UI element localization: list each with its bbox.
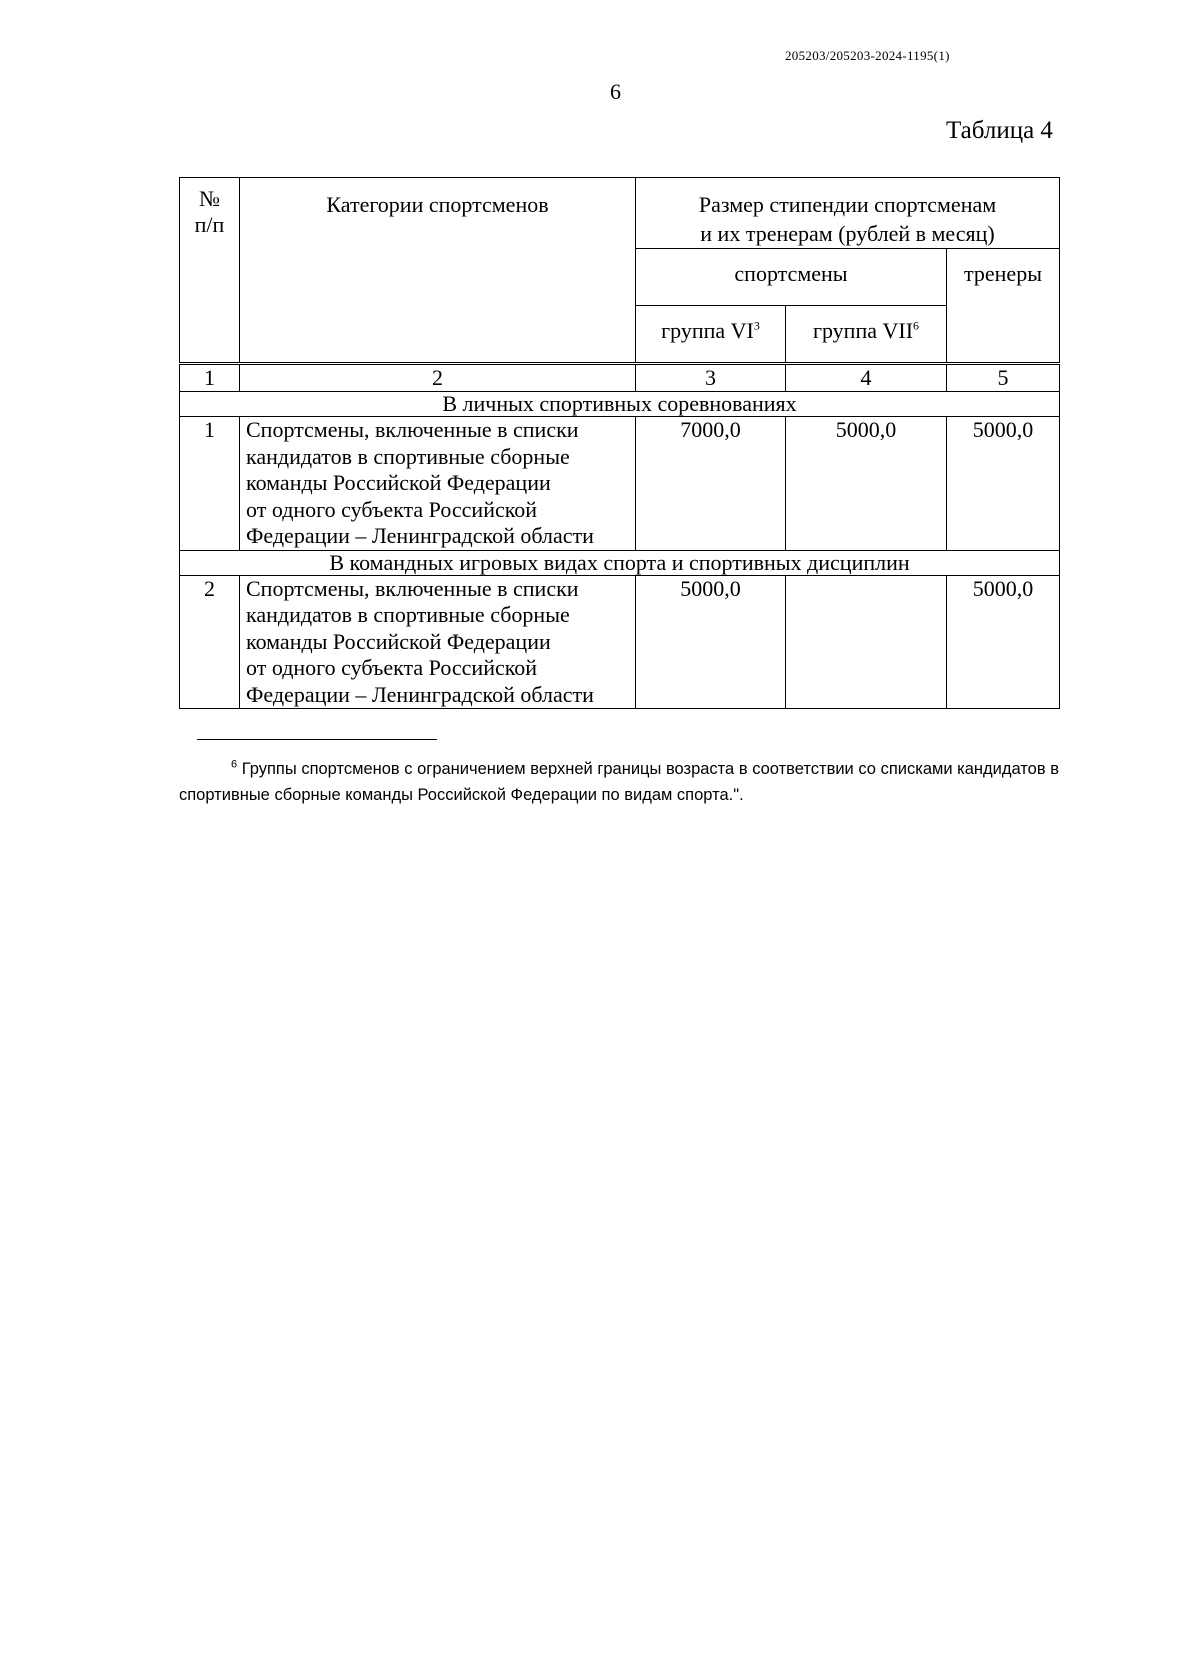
section-title: В личных спортивных соревнованиях — [180, 392, 1060, 417]
row-category-line: команды Российской Федерации — [246, 470, 551, 495]
stipend-table — [179, 177, 1060, 709]
header-category: Категории спортсменов — [326, 192, 549, 217]
header-num-line1: № — [199, 186, 220, 211]
row-category — [240, 417, 636, 551]
header-num-cell — [180, 178, 240, 364]
row-number: 1 — [180, 417, 240, 551]
table-row — [180, 417, 1060, 551]
table-row — [180, 575, 1060, 709]
row-number: 2 — [180, 575, 240, 709]
column-index: 5 — [947, 364, 1060, 392]
row-coaches-value: 5000,0 — [947, 575, 1060, 709]
column-index: 1 — [180, 364, 240, 392]
header-group7: группа VII — [812, 318, 914, 343]
header-group7-cell — [786, 306, 947, 364]
header-coaches: тренеры — [964, 261, 1042, 286]
footnote-divider — [197, 739, 437, 740]
header-size-line1: Размер стипендии спортсменам — [698, 192, 997, 217]
column-index: 3 — [636, 364, 786, 392]
footnote-marker: 6 — [231, 758, 238, 771]
section-title: В командных игровых видах спорта и спортивных дисциплин — [180, 550, 1060, 575]
row-category-line: команды Российской Федерации — [246, 628, 551, 654]
header-athletes-cell — [636, 249, 947, 306]
table-caption: Таблица 4 — [946, 117, 1053, 144]
document-id: 205203/205203-2024-1195(1) — [785, 48, 950, 63]
page-number: 6 — [610, 79, 621, 104]
row-category-line: Спортсмены, включенные в списки — [246, 417, 579, 442]
header-size-cell — [636, 178, 1060, 249]
header-num-line2: п/п — [194, 212, 225, 237]
row-category-line: кандидатов в спортивные сборные — [246, 602, 570, 627]
row-group7-value: 5000,0 — [786, 417, 947, 551]
row-category-line: Федерации – Ленинградской области — [246, 523, 594, 548]
section-title-row — [180, 550, 1060, 575]
row-category-line: от одного субъекта Российской — [246, 496, 538, 522]
row-group6-value: 5000,0 — [636, 575, 786, 709]
row-category-line: Спортсмены, включенные в списки — [246, 575, 579, 601]
header-row-1 — [180, 178, 1060, 249]
column-index: 2 — [240, 364, 636, 392]
column-index: 4 — [786, 364, 947, 392]
row-category-line: Федерации – Ленинградской области — [246, 681, 594, 707]
header-group6: группа VI — [661, 318, 754, 343]
header-group6-cell — [636, 306, 786, 364]
row-category-line: кандидатов в спортивные сборные — [246, 443, 570, 469]
header-category-cell — [240, 178, 636, 364]
header-size-line2: и их тренерам (рублей в месяц) — [700, 221, 995, 246]
footnote-text: Группы спортсменов с ограничением верхней границы возраста в соответствии со списками кандидатов в спортивные сборные команды Российской Федерации по видам спорта.". — [179, 760, 1059, 804]
row-group6-value: 7000,0 — [636, 417, 786, 551]
header-group6-footnote-ref: 3 — [753, 318, 760, 333]
header-coaches-cell — [947, 249, 1060, 364]
header-athletes: спортсмены — [734, 261, 848, 286]
section-title-row — [180, 392, 1060, 417]
row-category — [240, 575, 636, 709]
row-coaches-value: 5000,0 — [947, 417, 1060, 551]
header-group7-footnote-ref: 6 — [913, 318, 920, 333]
row-group7-value — [786, 575, 947, 709]
footnote — [179, 756, 1059, 808]
column-index-row — [180, 364, 1060, 392]
row-category-line: от одного субъекта Российской — [246, 655, 538, 680]
